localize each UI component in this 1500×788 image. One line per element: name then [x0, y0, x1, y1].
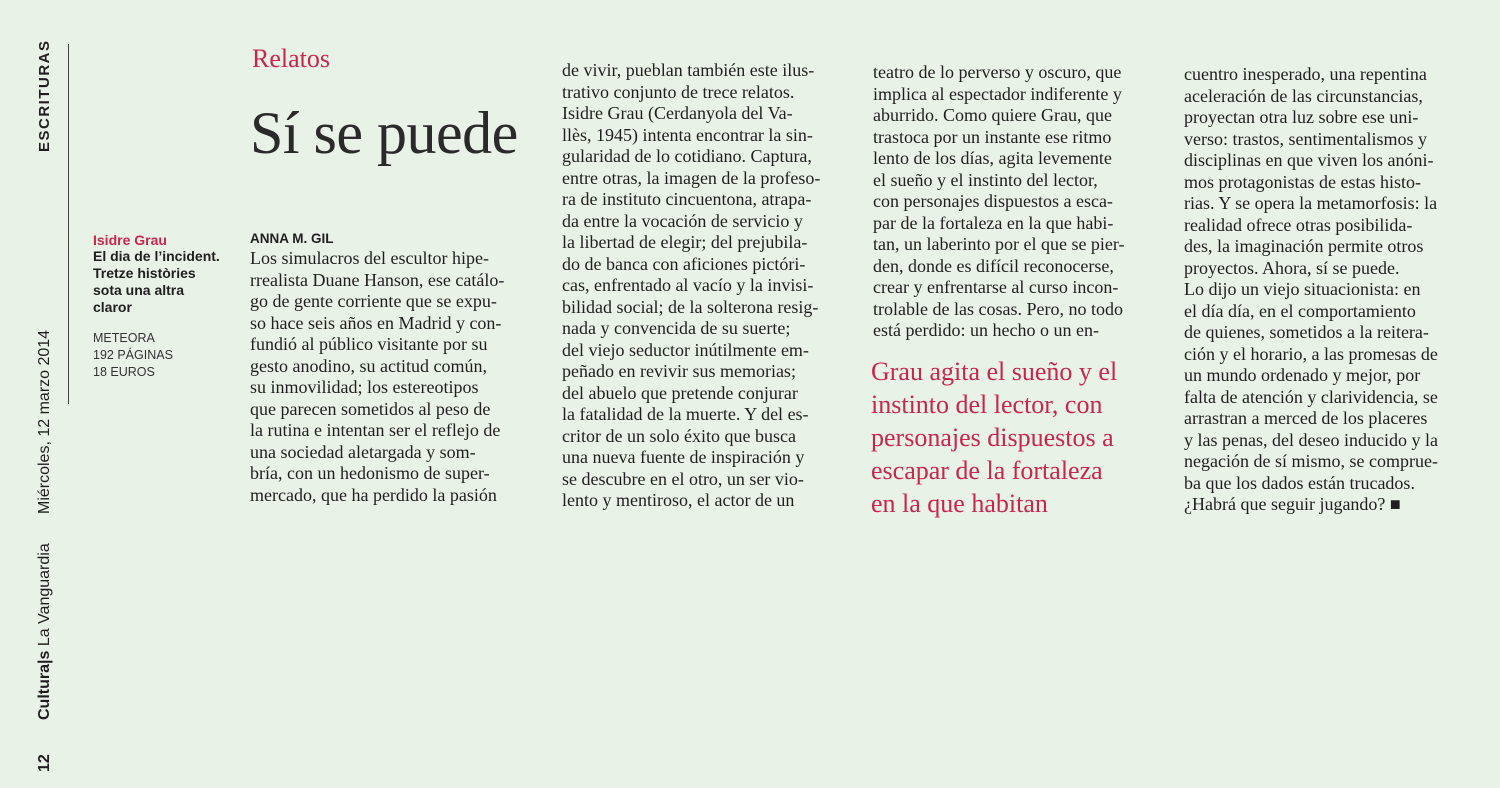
article-text-line: so hace seis años en Madrid y con-: [250, 312, 502, 333]
article-text-line: un mundo ordenado y mejor, por: [1184, 365, 1421, 385]
article-text-line: del viejo seductor inútilmente em-: [562, 339, 809, 360]
article-text-line: mercado, que ha perdido la pasión: [250, 484, 497, 505]
article-text-line: critor de un solo éxito que busca: [562, 425, 796, 446]
article-text-line: que parecen sometidos al peso de: [250, 398, 491, 419]
article-text-line: Los simulacros del escultor hipe-: [250, 248, 489, 268]
article-text-line: ra de instituto cincuentona, atrapa-: [562, 189, 812, 209]
article-headline: Sí se puede: [250, 100, 518, 166]
article-text-line: aburrido. Como quiere Grau, que: [873, 105, 1112, 125]
article-text-line: con personajes dispuestos a esca-: [873, 191, 1113, 211]
pull-quote-line: escapar de la fortaleza: [871, 456, 1103, 485]
article-text-line: mos protagonistas de estas histo-: [1184, 171, 1421, 192]
article-text-line: de vivir, pueblan también este ilus-: [562, 60, 815, 80]
margin-rule: [68, 44, 69, 404]
book-details: [93, 330, 233, 381]
article-text-line: bría, con un hedonismo de super-: [250, 463, 490, 483]
article-text-line: lento y mentiroso, el actor de un: [562, 490, 795, 510]
publication-name-bold: Cultura|s: [36, 650, 53, 720]
article-text-line: la fatalidad de la muerte. Y del es-: [562, 404, 809, 424]
article-text-line: go de gente corriente que se expu-: [250, 291, 497, 311]
article-text-line: y las penas, del deseo inducido y la: [1184, 429, 1438, 450]
book-title-line: sota una altra: [93, 282, 185, 298]
article-text-line: verso: trastos, sentimentalismos y: [1184, 128, 1427, 149]
article-text-line: falta de atención y clarividencia, se: [1184, 386, 1438, 407]
book-publisher: METEORA: [93, 331, 155, 345]
pull-quote-line: Grau agita el sueño y el: [871, 357, 1118, 386]
article-text-line: de quienes, sometidos a la reitera-: [1184, 322, 1429, 342]
article-text-line: da entre la vocación de servicio y: [562, 210, 803, 231]
article-byline: ANNA M. GIL: [250, 231, 334, 246]
article-column-4: [1184, 64, 1478, 516]
pull-quote-line: instinto del lector, con: [871, 390, 1103, 419]
article-text-line: proyectos. Ahora, sí se puede.: [1184, 257, 1400, 278]
article-text-line: la libertad de elegir; del prejubila-: [562, 232, 808, 252]
article-text-line: ción y el horario, a las promesas de: [1184, 343, 1438, 364]
article-text-line: disciplinas en que viven los anóni-: [1184, 150, 1434, 170]
article-text-line: des, la imaginación permite otros: [1184, 236, 1424, 256]
article-text-line: trolable de las cosas. Pero, no todo: [873, 298, 1123, 319]
article-text-line: la rutina e intentan ser el reflejo de: [250, 420, 501, 440]
article-text-line: par de la fortaleza en la que habi-: [873, 212, 1114, 233]
article-text-line: cuentro inesperado, una repentina: [1184, 64, 1427, 84]
pull-quote-line: en la que habitan: [871, 489, 1048, 518]
page-number: 12: [36, 754, 53, 772]
book-price: 18 EUROS: [93, 365, 155, 379]
article-text-line: den, donde es difícil reconocerse,: [873, 255, 1114, 276]
article-text-line: una sociedad aletargada y som-: [250, 441, 476, 462]
issue-date: Miércoles, 12 marzo 2014: [36, 329, 53, 514]
book-title-line: Tretze històries: [93, 265, 196, 281]
article-column-3: [873, 62, 1165, 342]
article-text-line: ba que los dados están trucados.: [1184, 472, 1415, 493]
article-text-line: entre otras, la imagen de la profeso-: [562, 167, 821, 188]
article-text-line: gularidad de lo cotidiano. Captura,: [562, 146, 812, 166]
article-kicker: Relatos: [252, 44, 330, 73]
article-column-1: [250, 248, 540, 506]
book-author: Isidre Grau: [93, 232, 167, 248]
article-text-line: trativo conjunto de trece relatos.: [562, 81, 795, 102]
publication-name-rest: La Vanguardia: [36, 543, 53, 651]
article-text-line: tan, un laberinto por el que se pier-: [873, 234, 1125, 254]
section-label: ESCRITURAS: [36, 39, 53, 152]
article-text-line: está perdido: un hecho o un en-: [873, 320, 1099, 340]
article-text-line: do de banca con aficiones pictóri-: [562, 253, 806, 274]
article-text-line: ¿Habrá que seguir jugando? ■: [1184, 494, 1401, 514]
pull-quote: [871, 355, 1171, 520]
article-text-line: Isidre Grau (Cerdanyola del Va-: [562, 103, 793, 123]
article-text-line: crear y enfrentarse al curso incon-: [873, 277, 1119, 297]
article-text-line: teatro de lo perverso y oscuro, que: [873, 62, 1122, 82]
article-text-line: lento de los días, agita levemente: [873, 148, 1112, 168]
book-title-line: claror: [93, 299, 132, 315]
article-text-line: arrastran a merced de los placeres: [1184, 408, 1428, 428]
article-text-line: el día día, en el comportamiento: [1184, 300, 1416, 321]
article-text-line: bilidad social; de la solterona resig-: [562, 296, 819, 317]
article-text-line: Lo dijo un viejo situacionista: en: [1184, 279, 1421, 299]
article-text-line: del abuelo que pretende conjurar: [562, 382, 798, 403]
publication-name: [36, 543, 54, 720]
article-text-line: negación de sí mismo, se comprue-: [1184, 451, 1438, 471]
article-text-line: peñado en revivir sus memorias;: [562, 361, 796, 381]
book-info-box: [93, 232, 233, 381]
article-text-line: cas, enfrentado al vacío y la invisi-: [562, 275, 814, 295]
article-column-2: [562, 60, 854, 512]
pull-quote-line: personajes dispuestos a: [871, 423, 1114, 452]
article-text-line: rias. Y se opera la metamorfosis: la: [1184, 193, 1438, 213]
book-title: [93, 248, 233, 316]
article-text-line: trastoca por un instante ese ritmo: [873, 126, 1112, 147]
article-text-line: fundió al público visitante por su: [250, 334, 488, 354]
article-text-line: se descubre en el otro, un ser vio-: [562, 468, 804, 489]
book-title-line: El dia de l’incident.: [93, 248, 220, 264]
page-margin: [0, 0, 70, 788]
article-text-line: una nueva fuente de inspiración y: [562, 447, 805, 467]
article-text-line: nada y convencida de su suerte;: [562, 318, 791, 338]
article-text-line: rrealista Duane Hanson, ese catálo-: [250, 269, 505, 290]
article-text-line: realidad ofrece otras posibilida-: [1184, 214, 1413, 235]
book-pages: 192 PÁGINAS: [93, 348, 173, 362]
article-text-line: implica al espectador indiferente y: [873, 83, 1122, 104]
article-text-line: aceleración de las circunstancias,: [1184, 85, 1423, 106]
article-text-line: proyectan otra luz sobre ese uni-: [1184, 107, 1419, 127]
article-text-line: gesto anodino, su actitud común,: [250, 355, 487, 376]
article-text-line: el sueño y el instinto del lector,: [873, 169, 1098, 190]
article-text-line: su inmovilidad; los estereotipos: [250, 377, 479, 397]
article-text-line: llès, 1945) intenta encontrar la sin-: [562, 124, 813, 145]
